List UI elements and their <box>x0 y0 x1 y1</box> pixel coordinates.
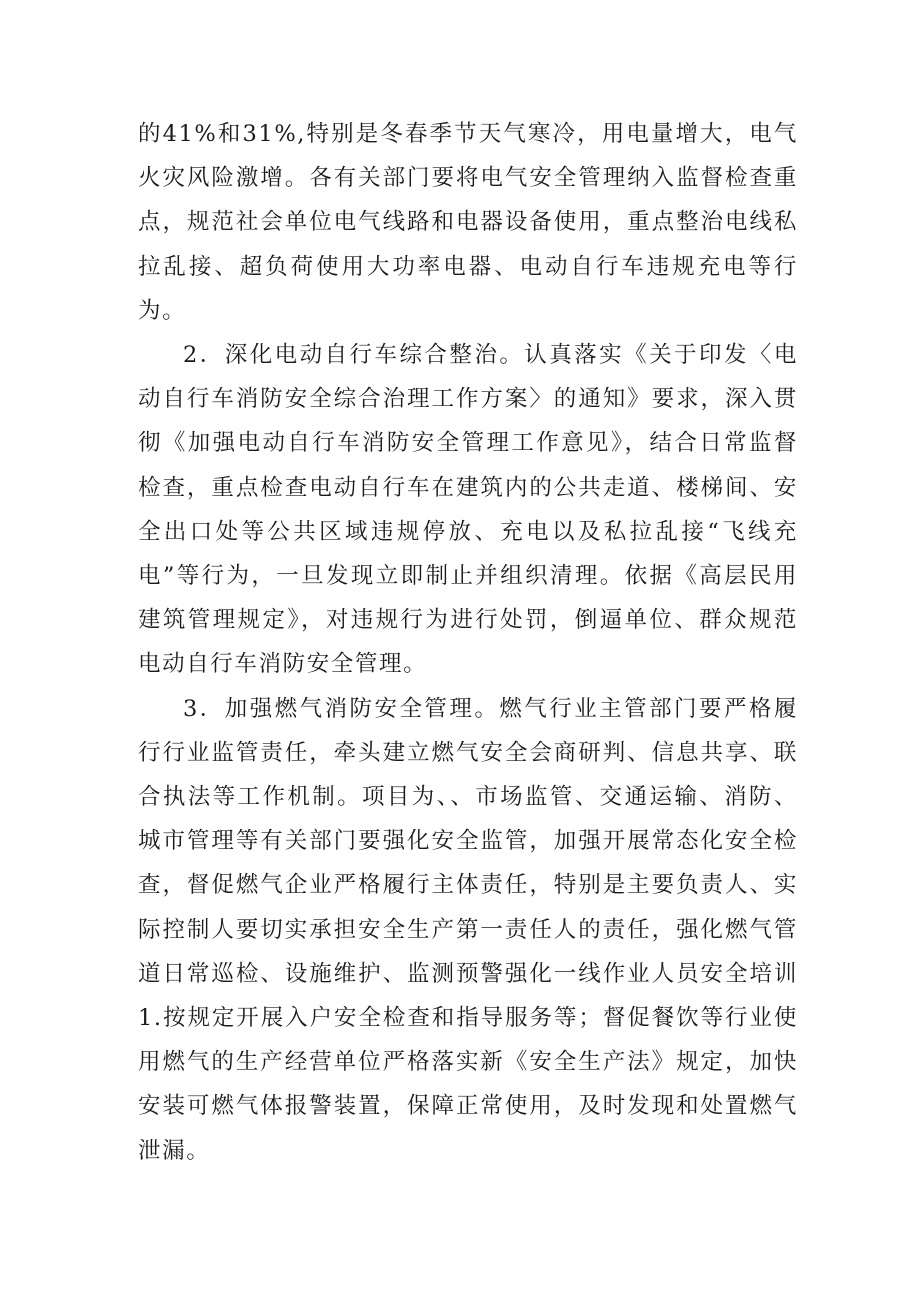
paragraph-item-2-electric-bicycle: 2．深化电动自行车综合整治。认真落实《关于印发〈电动自行车消防安全综合治理工作方案〉的通知》要求，深入贯彻《加强电动自行车消防安全管理工作意见》，结合日常监督检查，重点检查电动自行车在建筑内的公共走道、楼梯间、安全出口处等公共区域违规停放、充电以及私拉乱接“飞线充电”等行为，一旦发现立即制止并组织清理。依据《高层民用建筑管理规定》，对违规行为进行处罚，倒逼单位、群众规范电动自行车消防安全管理。 <box>138 342 798 678</box>
document-body <box>138 112 798 1173</box>
paragraph-continuation: 的41%和31%,特别是冬春季节天气寒冷，用电量增大，电气火灾风险激增。各有关部门要将电气安全管理纳入监督检查重点，规范社会单位电气线路和电器设备使用，重点整治电线私拉乱接、超负荷使用大功率电器、电动自行车违规充电等行为。 <box>138 121 798 324</box>
paragraph-item-3-gas-safety: 3．加强燃气消防安全管理。燃气行业主管部门要严格履行行业监管责任，牵头建立燃气安全会商研判、信息共享、联合执法等工作机制。项目为、、市场监管、交通运输、消防、城市管理等有关部门要强化安全监管，加强开展常态化安全检查，督促燃气企业严格履行主体责任，特别是主要负责人、实际控制人要切实承担安全生产第一责任人的责任，强化燃气管道日常巡检、设施维护、监测预警强化一线作业人员安全培训1.按规定开展入户安全检查和指导服务等；督促餐饮等行业使用燃气的生产经营单位严格落实新《安全生产法》规定，加快安装可燃气体报警装置，保障正常使用，及时发现和处置燃气泄漏。 <box>138 695 798 1164</box>
